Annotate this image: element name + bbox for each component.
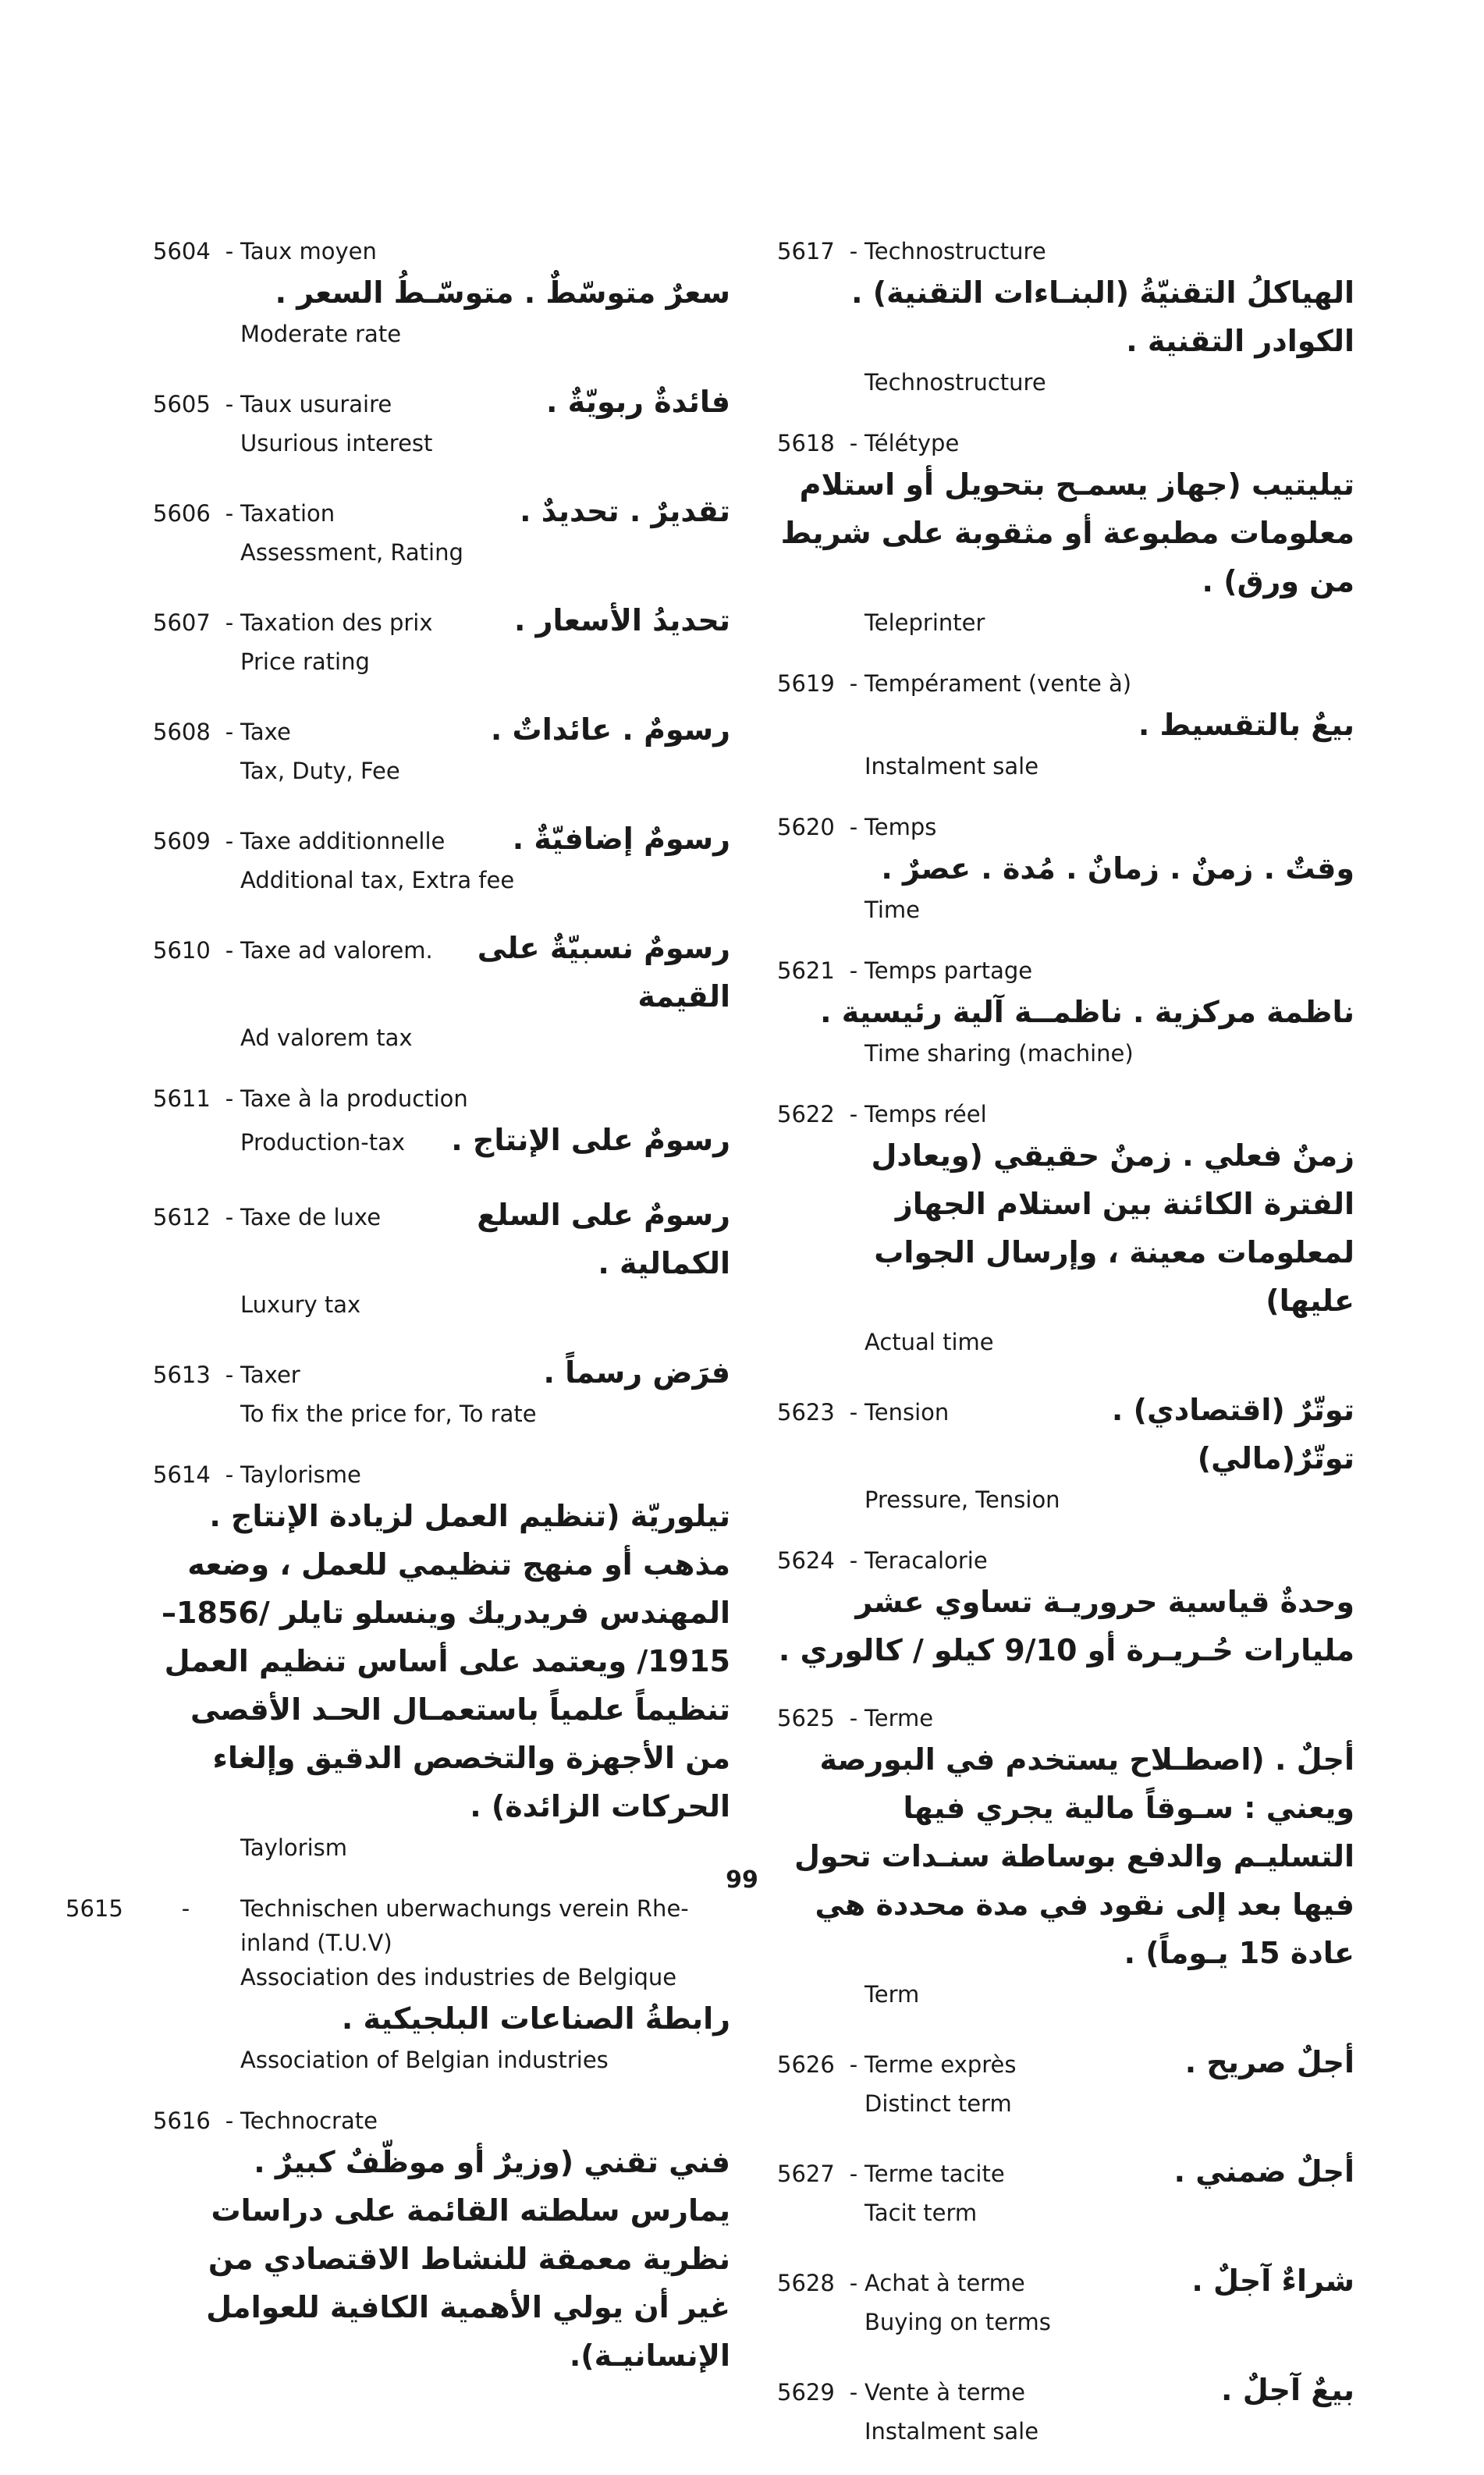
entry-head: 5622 - Temps réel xyxy=(777,1097,1354,1131)
french-term: Terme exprès xyxy=(864,2051,1017,2078)
arabic-term: رسومٌ نسبيّةٌ على القيمة xyxy=(477,931,730,1014)
entry-number: 5611 xyxy=(153,1085,211,1112)
english-term: Distinct term xyxy=(864,2090,1012,2117)
english-term: Price rating xyxy=(240,648,370,675)
english-term: Luxury tax xyxy=(240,1291,361,1318)
entry-5623 xyxy=(777,1386,1354,1517)
entry-head: 5606 - Taxation xyxy=(153,496,335,531)
entry-number: 5614 xyxy=(153,1461,211,1488)
entry-head: 5605 - Taux usuraire xyxy=(153,387,392,421)
english-term: Instalment sale xyxy=(864,2418,1039,2445)
entry-5612 xyxy=(153,1191,730,1322)
french-term: Terme tacite xyxy=(864,2161,1005,2187)
page-number: 99 xyxy=(726,1866,758,1894)
entry-head: 5621 - Temps partage xyxy=(777,953,1354,988)
english-term: Buying on terms xyxy=(864,2309,1051,2335)
entry-head: 5618 - Télétype xyxy=(777,426,1354,460)
entry-5621 xyxy=(777,953,1354,1071)
french-term: Achat à terme xyxy=(864,2270,1025,2296)
english-term: Assessment, Rating xyxy=(240,539,463,566)
entry-5611 xyxy=(153,1081,730,1164)
entry-5613 xyxy=(153,1348,730,1431)
french-term: Télétype xyxy=(864,430,960,456)
entry-5609 xyxy=(153,815,730,897)
french-term: Vente à terme xyxy=(864,2379,1025,2406)
entry-head: 5610 - Taxe ad valorem. xyxy=(153,933,433,968)
arabic-term: بيعٌ آجلٌ . xyxy=(1221,2373,1354,2407)
entry-number: 5607 xyxy=(153,609,211,636)
english-term: Tacit term xyxy=(864,2200,978,2226)
entry-number: 5612 xyxy=(153,1204,211,1230)
entry-number: 5624 xyxy=(777,1547,835,1574)
entry-number: 5626 xyxy=(777,2051,835,2078)
french-term: Temps réel xyxy=(864,1101,987,1127)
arabic-term: ناظمة مركزية . ناظمــة آلية رئيسية . xyxy=(820,995,1354,1029)
entry-number: 5625 xyxy=(777,1705,835,1731)
entry-5606 xyxy=(153,487,730,570)
arabic-term: بيعٌ بالتقسيط . xyxy=(1138,708,1354,742)
french-term: Taxe xyxy=(240,719,291,745)
entry-5610 xyxy=(153,924,730,1055)
entry-head: 5611 - Taxe à la production xyxy=(153,1081,730,1116)
entry-head: 5616 - Technocrate xyxy=(153,2104,730,2138)
arabic-term: فائدةٌ ربويّةٌ . xyxy=(546,385,730,419)
entry-5608 xyxy=(153,705,730,788)
french-term: Taux moyen xyxy=(240,238,377,265)
entry-5629 xyxy=(777,2366,1354,2448)
french-term: Technostructure xyxy=(864,238,1046,265)
entry-number: 5619 xyxy=(777,670,835,697)
arabic-term: توتّرٌ (اقتصادي) . توتّرٌ(مالي) xyxy=(1111,1393,1354,1475)
arabic-term: رابطةُ الصناعات البلجيكية . xyxy=(341,2001,730,2036)
entry-number: 5608 xyxy=(153,719,211,745)
entry-head: 5624 - Teracalorie xyxy=(777,1543,1354,1578)
english-term: To fix the price for, To rate xyxy=(240,1401,537,1427)
english-term: Additional tax, Extra fee xyxy=(240,867,515,893)
entry-number: 5606 xyxy=(153,500,211,527)
entry-head: 5627 - Terme tacite xyxy=(777,2157,1005,2191)
english-term: Ad valorem tax xyxy=(240,1024,413,1051)
arabic-term: رسومٌ على الإنتاج . xyxy=(451,1123,730,1157)
french-term-2: Association des industries de Belgique xyxy=(240,1964,677,1990)
english-term: Term xyxy=(864,1981,920,2008)
entry-head: 5608 - Taxe xyxy=(153,715,291,749)
entry-5619 xyxy=(777,666,1354,783)
entry-5616 xyxy=(153,2104,730,2380)
entry-number: 5622 xyxy=(777,1101,835,1127)
entry-5622 xyxy=(777,1097,1354,1359)
french-term: Tempérament (vente à) xyxy=(864,670,1132,697)
entry-5607 xyxy=(153,596,730,679)
entry-head: 5620 - Temps xyxy=(777,810,1354,844)
entry-5615 xyxy=(66,1891,730,2077)
arabic-term: رسومٌ . عائداتٌ . xyxy=(490,712,730,747)
entry-head: 5629 - Vente à terme xyxy=(777,2375,1025,2409)
entry-head: 5628 - Achat à terme xyxy=(777,2266,1025,2300)
entry-5614 xyxy=(153,1458,730,1865)
entry-number: 5623 xyxy=(777,1399,835,1426)
arabic-term: وحدةٌ قياسية حروريـة تساوي عشر مليارات حُـريـرة أو 9/10 كيلو / كالوري . xyxy=(778,1585,1354,1667)
french-term: Taxe de luxe xyxy=(240,1204,382,1230)
arabic-term: رسومٌ على السلع الكمالية . xyxy=(477,1198,730,1280)
right-column xyxy=(777,234,1354,2475)
entry-number: 5613 xyxy=(153,1362,211,1388)
entry-number: 5604 xyxy=(153,238,211,265)
arabic-term: زمنٌ فعلي . زمنٌ حقيقي (ويعادل الفترة الكائنة بين استلام الجهاز لمعلومات معينة ، وإرسال الجواب عليها) xyxy=(871,1138,1354,1318)
entry-5618 xyxy=(777,426,1354,640)
english-term: Association of Belgian industries xyxy=(240,2047,609,2073)
french-term: Technocrate xyxy=(240,2107,378,2134)
english-term: Time sharing (machine) xyxy=(864,1040,1134,1067)
english-term: Teleprinter xyxy=(864,609,985,636)
arabic-term: فني تقني (وزيرٌ أو موظّفٌ كبيرٌ . يمارس سلطته القائمة على دراسات نظرية معمقة للنشاط الاقتصادي من غير أن يولي الأهمية الكافية للعوامل الإنسانيـة). xyxy=(206,2145,730,2373)
french-term: Taxation xyxy=(240,500,335,527)
entry-number: 5615 xyxy=(66,1895,123,1922)
arabic-term: فرَض رسماً . xyxy=(543,1355,730,1390)
entry-number: 5605 xyxy=(153,391,211,417)
french-term: Taux usuraire xyxy=(240,391,392,417)
french-term: Taxe ad valorem. xyxy=(240,937,433,964)
arabic-term: وقتٌ . زمنٌ . زمانٌ . مُدة . عصرٌ . xyxy=(881,851,1354,886)
english-term: Production-tax xyxy=(240,1129,406,1156)
entry-number: 5618 xyxy=(777,430,835,456)
french-term: Temps xyxy=(864,814,937,840)
entry-head: 5615 - Technischen uberwachungs verein Rhe-inland (T.U.V) xyxy=(153,1891,730,1960)
entry-5617 xyxy=(777,234,1354,399)
entry-5604 xyxy=(153,234,730,351)
entry-head: 5604 - Taux moyen xyxy=(153,234,730,268)
arabic-term: سعرٌ متوسّطٌ . متوسّـطُ السعر . xyxy=(275,275,730,310)
entry-head: 5607 - Taxation des prix xyxy=(153,605,433,640)
english-term: Usurious interest xyxy=(240,430,433,456)
french-term: Tension xyxy=(864,1399,950,1426)
english-term: Technostructure xyxy=(864,369,1046,396)
entry-number: 5620 xyxy=(777,814,835,840)
english-term: Tax, Duty, Fee xyxy=(240,758,400,784)
entry-5605 xyxy=(153,378,730,460)
french-term: Terme xyxy=(864,1705,934,1731)
left-column xyxy=(66,234,730,2406)
entry-5625 xyxy=(777,1701,1354,2012)
entry-number: 5627 xyxy=(777,2161,835,2187)
french-term: Teracalorie xyxy=(864,1547,988,1574)
entry-5628 xyxy=(777,2257,1354,2339)
entry-number: 5628 xyxy=(777,2270,835,2296)
arabic-term: الهياكلُ التقنيّةُ (البنـاءات التقنية) . الكوادر التقنية . xyxy=(851,275,1354,358)
arabic-term: أجلٌ . (اصطـلاح يستخدم في البورصة ويعني : سـوقاً مالية يجري فيها التسليـم والدفع بوساطة سنـدات تحول فيها بعد إلى نقود في مدة محددة هي عادة 15 يـوماً) . xyxy=(794,1742,1354,1970)
arabic-term: تحديدُ الأسعار . xyxy=(513,603,730,637)
french-term: Taxe additionnelle xyxy=(240,828,446,854)
arabic-term: تقديرٌ . تحديدٌ . xyxy=(520,494,730,528)
french-term: Taxation des prix xyxy=(240,609,433,636)
english-term: Instalment sale xyxy=(864,753,1039,779)
arabic-term: تيلوريّة (تنظيم العمل لزيادة الإنتاج . مذهب أو منهج تنظيمي للعمل ، وضعه المهندس فريدريك وينسلو تايلر /1856–1915/ ويعتمد على أساس تنظيم العمل تنظيماً علمياً باستعمـال الحـد الأقصى من الأجهزة والتخصص الدقيق وإلغاء الحركات الزائدة) . xyxy=(162,1499,730,1823)
arabic-term: شراءٌ آجلٌ . xyxy=(1191,2264,1354,2298)
entry-5620 xyxy=(777,810,1354,927)
entry-head: 5623 - Tension xyxy=(777,1395,949,1429)
arabic-term: رسومٌ إضافيّةٌ . xyxy=(512,822,730,856)
french-term: Temps partage xyxy=(864,957,1033,984)
entry-number: 5609 xyxy=(153,828,211,854)
french-term: Taxe à la production xyxy=(240,1085,468,1112)
english-term: Pressure, Tension xyxy=(864,1486,1060,1513)
arabic-term: تيليتيب (جهاز يسمـح بتحويل أو استلام معلومات مطبوعة أو مثقوبة على شريط من ورق) . xyxy=(780,467,1354,598)
entry-head: 5617 - Technostructure xyxy=(777,234,1354,268)
entry-head: 5625 - Terme xyxy=(777,1701,1354,1735)
entry-head: 5626 - Terme exprès xyxy=(777,2047,1017,2082)
entry-head: 5609 - Taxe additionnelle xyxy=(153,824,445,858)
entry-head: 5612 - Taxe de luxe xyxy=(153,1200,381,1234)
arabic-term: أجلٌ صريح . xyxy=(1184,2045,1354,2079)
entry-number: 5629 xyxy=(777,2379,835,2406)
entry-head: 5613 - Taxer xyxy=(153,1358,300,1392)
french-term: Taxer xyxy=(240,1362,300,1388)
arabic-term: أجلٌ ضمني . xyxy=(1173,2154,1354,2189)
entry-number: 5610 xyxy=(153,937,211,964)
entry-5624 xyxy=(777,1543,1354,1674)
entry-5627 xyxy=(777,2147,1354,2230)
french-term: Technischen uberwachungs verein Rhe-inland (T.U.V) xyxy=(240,1895,689,1956)
english-term: Moderate rate xyxy=(240,321,402,347)
entry-5626 xyxy=(777,2038,1354,2121)
entry-head: 5614 - Taylorisme xyxy=(153,1458,730,1492)
entry-head: 5619 - Tempérament (vente à) xyxy=(777,666,1354,701)
entry-number: 5616 xyxy=(153,2107,211,2134)
entry-number: 5621 xyxy=(777,957,835,984)
english-term: Time xyxy=(864,897,920,923)
french-term: Taylorisme xyxy=(240,1461,361,1488)
entry-number: 5617 xyxy=(777,238,835,265)
english-term: Actual time xyxy=(864,1329,994,1355)
english-term: Taylorism xyxy=(240,1834,347,1861)
